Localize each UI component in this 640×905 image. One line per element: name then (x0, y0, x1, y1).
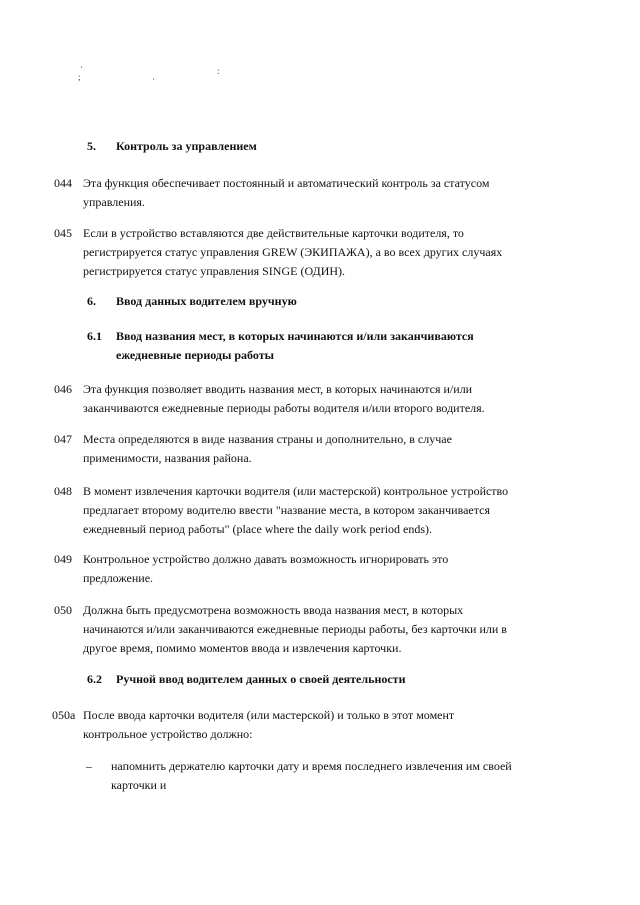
text-line: управления. (83, 195, 145, 209)
section-title (116, 327, 556, 365)
paragraph-number: 046 (54, 382, 72, 396)
text-line: ежедневный период работы" (place where the daily work period ends). (83, 522, 433, 536)
text-line: Должна быть предусмотрена возможность ввода названия мест, в которых (83, 603, 464, 617)
text-line: Контрольное устройство должно давать возможность игнорировать это (83, 552, 449, 566)
text-line: начинаются и/или заканчиваются ежедневные периоды работы, без карточки или в (83, 622, 507, 636)
paragraph-text (83, 550, 545, 588)
text-line: регистрируется статус управления GREW (ЭКИПАЖА), а во всех других случаях (83, 245, 503, 259)
paragraph-text (83, 482, 545, 539)
section-number: 6.2 (87, 672, 102, 686)
paragraph-text (83, 224, 545, 281)
scan-mark: · (80, 62, 83, 72)
text-line: В момент извлечения карточки водителя (или мастерской) контрольное устройство (83, 484, 509, 498)
paragraph-number: 045 (54, 226, 72, 240)
paragraph-text (83, 706, 545, 744)
text-line: регистрируется статус управления SINGE (ОДИН). (83, 264, 346, 278)
paragraph-number: 049 (54, 552, 72, 566)
paragraph-text (83, 601, 545, 658)
scan-mark: · (152, 74, 155, 84)
title-line: ежедневные периоды работы (116, 348, 274, 362)
bullet-text (111, 757, 541, 795)
text-line: Места определяются в виде названия страны и дополнительно, в случае (83, 432, 452, 446)
paragraph-text (83, 430, 545, 468)
section-title: Ввод данных водителем вручную (116, 294, 297, 308)
section-number: 6.1 (87, 329, 102, 343)
paragraph-number: 050a (52, 708, 76, 722)
text-line: применимости, названия района. (83, 451, 252, 465)
paragraph-number: 048 (54, 484, 72, 498)
paragraph-number: 044 (54, 176, 72, 190)
section-number: 6. (87, 294, 96, 308)
text-line: После ввода карточки водителя (или мастерской) и только в этот момент (83, 708, 455, 722)
section-title: Ручной ввод водителем данных о своей деятельности (116, 672, 406, 686)
scan-mark: ; (78, 72, 81, 82)
paragraph-number: 047 (54, 432, 72, 446)
section-title: Контроль за управлением (116, 139, 257, 153)
text-line: Если в устройство вставляются две действительные карточки водителя, то (83, 226, 464, 240)
text-line: предложение. (83, 571, 154, 585)
text-line: Эта функция позволяет вводить названия мест, в которых начинаются и/или (83, 382, 473, 396)
title-line: Ввод названия мест, в которых начинаются и/или заканчиваются (116, 329, 474, 343)
text-line: контрольное устройство должно: (83, 727, 253, 741)
text-line: другое время, помимо моментов ввода и извлечения карточки. (83, 641, 402, 655)
section-number: 5. (87, 139, 96, 153)
text-line: Эта функция обеспечивает постоянный и автоматический контроль за статусом (83, 176, 490, 190)
paragraph-number: 050 (54, 603, 72, 617)
text-line: напомнить держателю карточки дату и время последнего извлечения им своей (111, 759, 512, 773)
text-line: карточки и (111, 778, 167, 792)
text-line: заканчиваются ежедневные периоды работы водителя и/или второго водителя. (83, 401, 485, 415)
scan-mark: : (217, 66, 220, 76)
paragraph-text (83, 380, 545, 418)
dash-bullet: – (86, 759, 92, 773)
text-line: предлагает второму водителю ввести "название места, в котором заканчивается (83, 503, 490, 517)
paragraph-text (83, 174, 545, 212)
